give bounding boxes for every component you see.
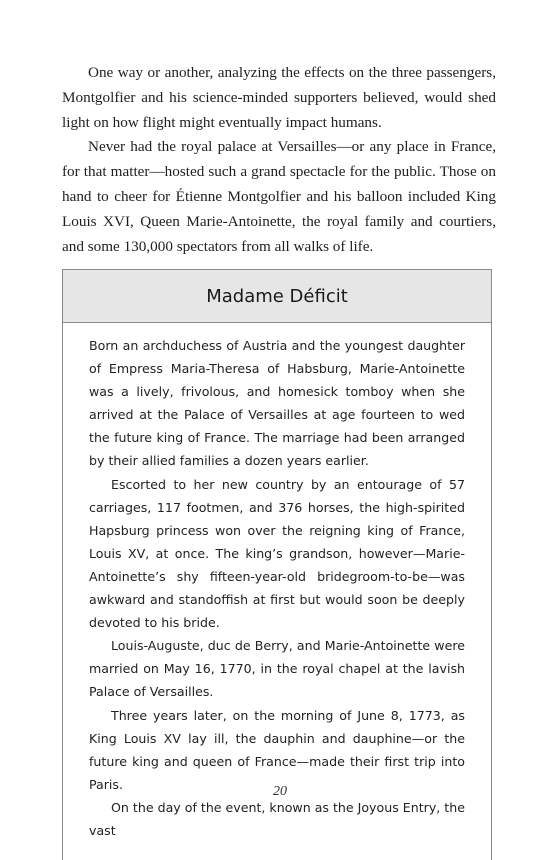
sidebar-body	[63, 323, 491, 842]
main-body-text	[62, 61, 496, 259]
sidebar-box	[62, 269, 492, 860]
sidebar-paragraph: Three years later, on the morning of June 8, 1773, as King Louis XV lay ill, the dauphin and dauphine—or the future king and queen of France—made their first trip into Paris.	[89, 707, 465, 792]
sidebar-title: Madame Déficit	[63, 270, 491, 323]
sidebar-paragraph: Escorted to her new country by an entourage of 57 carriages, 117 footmen, and 376 horses, the high-spirited Hapsburg princess won over the reigning king of France, Louis XV, at once. The king’s grandson, however—Marie-Antoinette’s shy fifteen-year-old bridegroom-to-be—was awkward and standoffish at first but would soon be deeply devoted to his bride.	[89, 476, 465, 631]
body-paragraph: One way or another, analyzing the effects on the three passengers, Montgolfier and his science-minded supporters believed, would shed light on how flight might eventually impact humans.	[62, 64, 496, 131]
sidebar-paragraph: On the day of the event, known as the Joyous Entry, the vast	[89, 799, 465, 838]
body-paragraph: Never had the royal palace at Versailles—or any place in France, for that matter—hosted such a grand spectacle for the public. Those on hand to cheer for Étienne Montgolfier and his balloon included King Louis XVI, Queen Marie-Antoinette, the royal family and courtiers, and some 130,000 spectators from all walks of life.	[62, 138, 496, 255]
sidebar-paragraph: Louis-Auguste, duc de Berry, and Marie-Antoinette were married on May 16, 1770, in the royal chapel at the lavish Palace of Versailles.	[89, 638, 465, 700]
page-number: 20	[273, 784, 287, 799]
sidebar-paragraph: Born an archduchess of Austria and the youngest daughter of Empress Maria-Theresa of Habsburg, Marie-Antoinette was a lively, frivolous, and homesick tomboy when she arrived at the Palace of Versailles at age fourteen to wed the future king of France. The marriage had been arranged by their allied families a dozen years earlier.	[89, 338, 465, 469]
